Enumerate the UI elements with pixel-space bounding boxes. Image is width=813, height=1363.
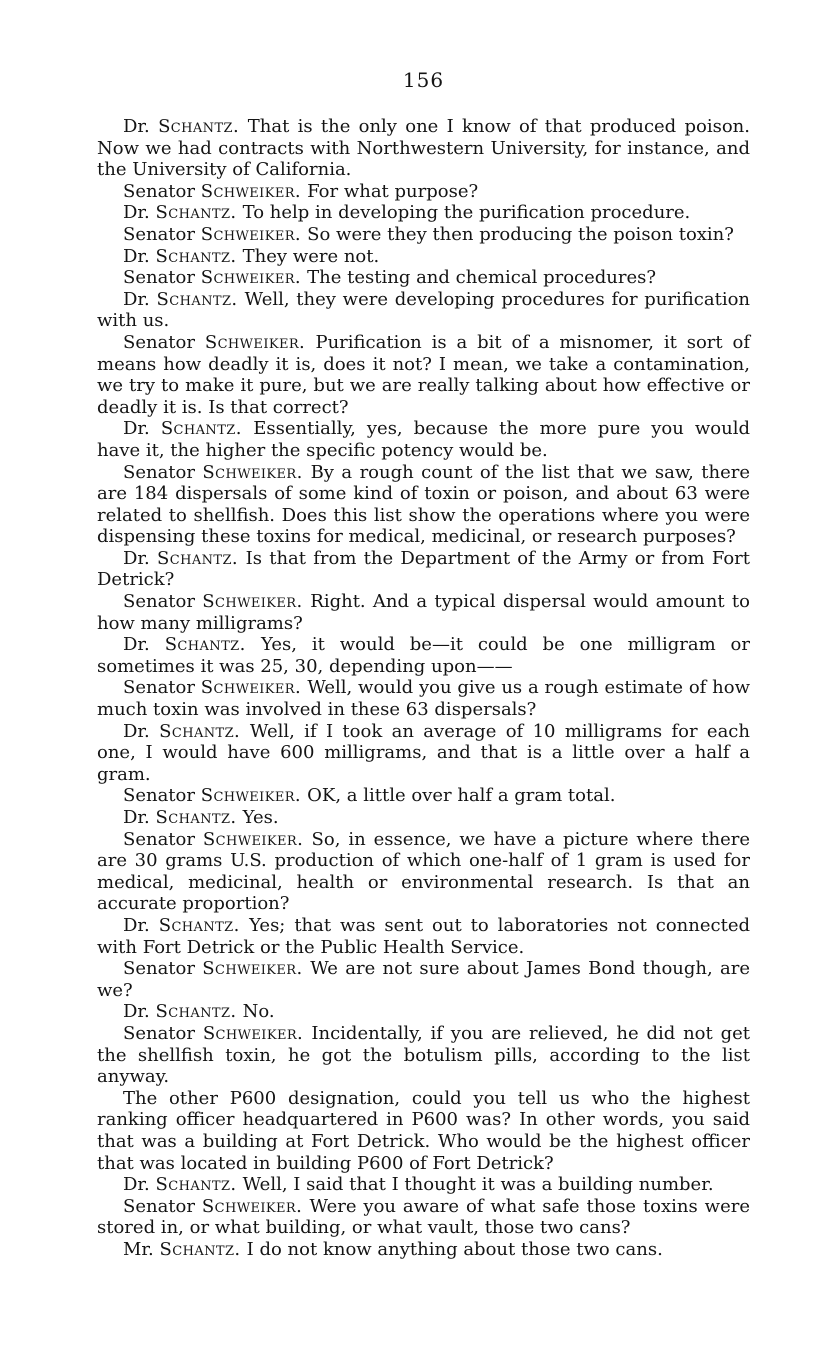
transcript-paragraph xyxy=(97,267,750,289)
paragraph-text: Well, they were developing procedures for purification with us. xyxy=(97,288,751,332)
speaker-name: Schweiker. xyxy=(202,591,311,613)
transcript-paragraph xyxy=(97,915,750,958)
transcript-paragraph xyxy=(97,181,750,203)
speaker-prefix: Senator xyxy=(123,828,203,850)
paragraph-text: So, in essence, we have a picture where there are 30 grams U.S. production of which one-half of 1 gram is used for medical, medicinal, health or environmental research. Is that an accurate proportion? xyxy=(97,828,750,915)
speaker-name: Schantz. xyxy=(155,1174,243,1196)
transcript-paragraph xyxy=(97,116,750,181)
paragraph-text: That is the only one I know of that produced poison. Now we had contracts with Northwestern University, for instance, and the University of California. xyxy=(97,116,750,181)
paragraph-text: Is that from the Department of the Army or from Fort Detrick? xyxy=(97,547,751,591)
speaker-name: Schantz. xyxy=(155,1001,243,1023)
speaker-name: Schantz. xyxy=(158,914,250,936)
transcript-paragraph xyxy=(97,1088,750,1174)
paragraph-text: The other P600 designation, could you tell us who the highest ranking officer headquartered in P600 was? In other words, you said that was a building at Fort Detrick. Who would be the highest officer that was located in building P600 of Fort Detrick? xyxy=(97,1087,750,1174)
speaker-name: Schantz. xyxy=(160,418,254,440)
transcript-paragraph xyxy=(97,1023,750,1088)
speaker-name: Schantz. xyxy=(155,807,243,828)
transcript-paragraph xyxy=(97,1239,750,1261)
speaker-prefix: Dr. xyxy=(123,807,156,828)
page-number: 156 xyxy=(402,68,445,92)
speaker-name: Schweiker. xyxy=(201,1195,310,1217)
paragraph-text: Well, if I took an average of 10 milligrams for each one, I would have 600 milligrams, and that is a little over a half a gram. xyxy=(97,720,750,785)
paragraph-text: Incidentally, if you are relieved, he did not get the shellfish toxin, he got the botulism pills, according to the list anyway. xyxy=(97,1022,750,1088)
speaker-name: Schweiker. xyxy=(200,223,308,245)
transcript-paragraph xyxy=(97,332,750,418)
speaker-prefix: Senator xyxy=(123,461,203,483)
speaker-name: Schantz. xyxy=(164,634,262,656)
transcript-paragraph xyxy=(97,677,750,720)
speaker-name: Schantz. xyxy=(159,720,250,742)
speaker-name: Schantz. xyxy=(155,245,243,267)
transcript-paragraph xyxy=(97,1174,750,1196)
speaker-prefix: Senator xyxy=(123,180,201,202)
speaker-name: Schweiker. xyxy=(200,785,308,807)
transcript-paragraph xyxy=(97,1196,750,1239)
speaker-prefix: Dr. xyxy=(123,720,160,742)
speaker-prefix: Senator xyxy=(123,785,201,807)
speaker-prefix: Senator xyxy=(123,267,201,289)
transcript-paragraph xyxy=(97,224,750,246)
speaker-prefix: Dr. xyxy=(123,418,161,440)
paragraph-text: Purification is a bit of a misnomer, it sort of means how deadly it is, does it not? I mean, we take a contamination, we try to make it pure, but we are really talking about how effective or deadly it is. Is that correct? xyxy=(97,331,751,418)
speaker-prefix: Senator xyxy=(123,1195,202,1217)
speaker-prefix: Mr. xyxy=(123,1238,160,1260)
transcript-paragraph xyxy=(97,958,750,1001)
paragraph-text: We are not sure about James Bond though, are we? xyxy=(97,958,750,1001)
transcript-paragraph xyxy=(97,807,750,829)
speaker-name: Schweiker. xyxy=(202,828,312,850)
transcript-paragraph xyxy=(97,1001,750,1023)
speaker-prefix: Senator xyxy=(123,223,201,245)
paragraph-text: For what purpose? xyxy=(307,180,479,202)
paragraph-text: By a rough count of the list that we saw, there are 184 dispersals of some kind of toxin or poison, and about 63 were related to shellfish. Does this list show the operations where you were dispensing these toxins for medical, medicinal, or research purposes? xyxy=(97,461,751,548)
speaker-prefix: Dr. xyxy=(123,288,157,310)
speaker-name: Schweiker. xyxy=(204,331,316,353)
speaker-prefix: Senator xyxy=(123,1022,203,1044)
speaker-prefix: Dr. xyxy=(123,914,159,936)
transcript-paragraph xyxy=(97,829,750,915)
speaker-prefix: Senator xyxy=(123,958,203,980)
paragraph-text: So were they then producing the poison toxin? xyxy=(307,223,734,245)
speaker-name: Schweiker. xyxy=(202,461,311,483)
speaker-prefix: Dr. xyxy=(123,1001,156,1023)
paragraph-text: Well, I said that I thought it was a building number. xyxy=(242,1174,714,1196)
transcript-paragraph xyxy=(97,202,750,224)
speaker-name: Schantz. xyxy=(157,547,246,569)
transcript-paragraph xyxy=(97,418,750,461)
speaker-name: Schweiker. xyxy=(202,958,311,980)
paragraph-text: Essentially, yes, because the more pure you would have it, the higher the specific potency would be. xyxy=(97,418,751,461)
speaker-name: Schantz. xyxy=(156,288,245,310)
paragraph-text: Yes; that was sent out to laboratories not connected with Fort Detrick or the Public Health Service. xyxy=(97,914,750,958)
paragraph-text: Were you aware of what safe those toxins were stored in, or what building, or what vault, those two cans? xyxy=(97,1195,750,1239)
transcript-paragraph xyxy=(97,246,750,268)
speaker-name: Schweiker. xyxy=(200,180,308,202)
paragraph-text: Yes. xyxy=(242,807,279,828)
paragraph-text: To help in developing the purification procedure. xyxy=(242,202,691,224)
speaker-prefix: Senator xyxy=(123,591,203,613)
speaker-prefix: Dr. xyxy=(123,245,156,267)
speaker-prefix: Dr. xyxy=(123,547,158,569)
speaker-prefix: Dr. xyxy=(123,634,165,656)
transcript-body xyxy=(97,116,750,1260)
transcript-paragraph xyxy=(97,591,750,634)
transcript-paragraph xyxy=(97,548,750,591)
transcript-paragraph xyxy=(97,785,750,807)
paragraph-text: OK, a little over half a gram total. xyxy=(307,785,616,807)
speaker-name: Schweiker. xyxy=(200,677,308,699)
transcript-paragraph xyxy=(97,634,750,677)
transcript-paragraph xyxy=(97,721,750,786)
speaker-name: Schantz. xyxy=(158,116,248,137)
speaker-name: Schantz. xyxy=(159,1238,247,1260)
transcript-paragraph xyxy=(97,462,750,548)
transcript-paragraph xyxy=(97,289,750,332)
speaker-prefix: Senator xyxy=(123,677,201,699)
speaker-prefix: Dr. xyxy=(123,202,156,224)
speaker-prefix: Senator xyxy=(123,331,205,353)
speaker-name: Schweiker. xyxy=(200,267,308,289)
speaker-prefix: Dr. xyxy=(123,116,159,137)
paragraph-text: Well, would you give us a rough estimate of how much toxin was involved in these 63 dispersals? xyxy=(97,677,750,721)
paragraph-text: Right. And a typical dispersal would amount to how many milligrams? xyxy=(97,591,750,634)
speaker-prefix: Dr. xyxy=(123,1174,156,1196)
paragraph-text: Yes, it would be—it could be one milligram or sometimes it was 25, 30, depending upon—— xyxy=(97,634,750,677)
paragraph-text: No. xyxy=(242,1001,275,1023)
paragraph-text: I do not know anything about those two cans. xyxy=(246,1238,663,1260)
paragraph-text: They were not. xyxy=(242,245,380,267)
paragraph-text: The testing and chemical procedures? xyxy=(307,267,657,289)
speaker-name: Schweiker. xyxy=(202,1022,312,1044)
speaker-name: Schantz. xyxy=(155,202,243,224)
